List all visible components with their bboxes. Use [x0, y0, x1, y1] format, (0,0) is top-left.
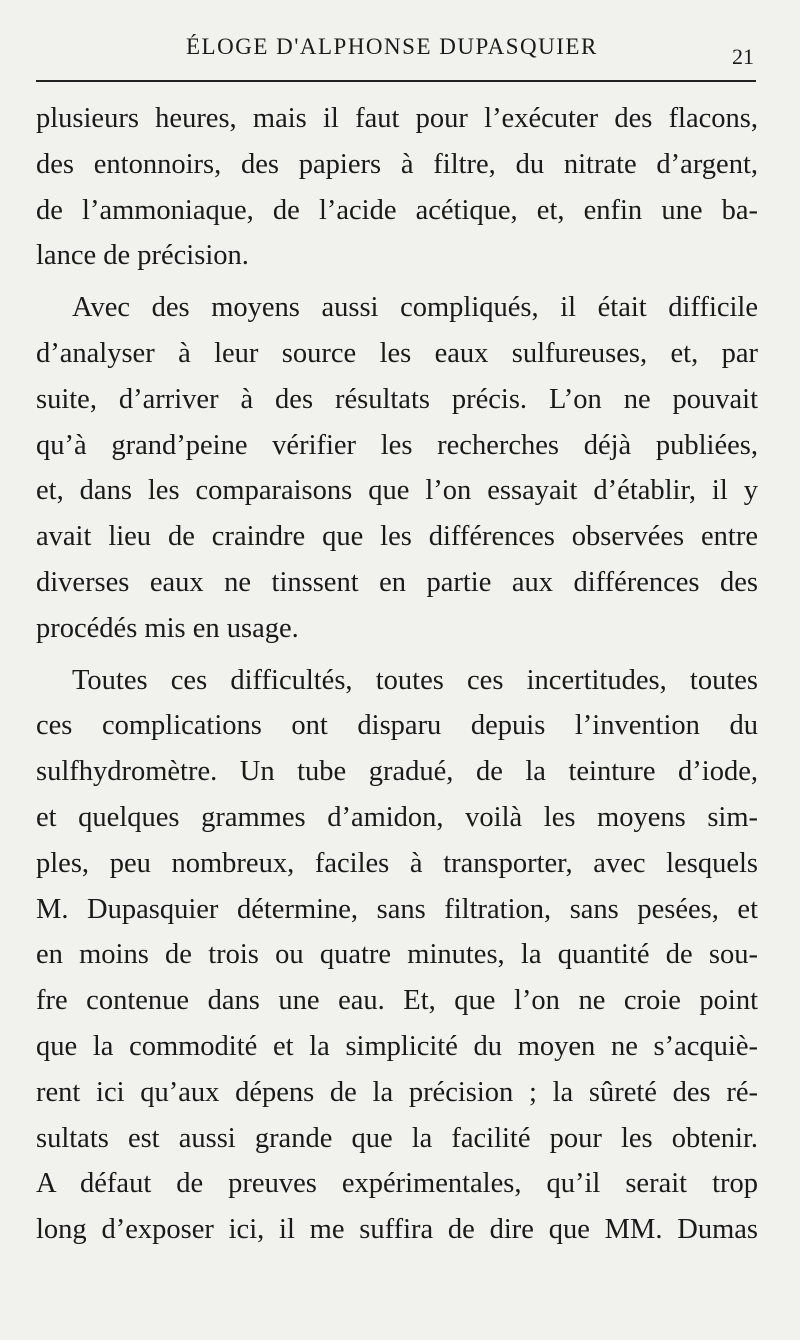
- text-line: sulfhydromètre. Un tube gradué, de la teinture d’iode,: [36, 756, 758, 788]
- text-line: Avec des moyens aussi compliqués, il était difficile: [72, 292, 758, 324]
- text-line: d’analyser à leur source les eaux sulfureuses, et, par: [36, 337, 758, 369]
- text-line: long d’exposer ici, il me suffira de dire que MM. Dumas: [36, 1214, 758, 1246]
- text-line: A défaut de preuves expérimentales, qu’il serait trop: [36, 1168, 758, 1200]
- text-line: et, dans les comparaisons que l’on essayait d’établir, il y: [36, 475, 758, 507]
- text-line: ples, peu nombreux, faciles à transporter, avec lesquels: [36, 847, 758, 879]
- text-line: lance de précision.: [36, 240, 249, 272]
- text-line: M. Dupasquier détermine, sans filtration, sans pesées, et: [36, 893, 758, 925]
- text-line: diverses eaux ne tinssent en partie aux différences des: [36, 566, 758, 598]
- page-header: [36, 34, 758, 74]
- text-line: Toutes ces difficultés, toutes ces incertitudes, toutes: [72, 664, 758, 696]
- text-line: plusieurs heures, mais il faut pour l’exécuter des flacons,: [36, 103, 758, 134]
- text-line: avait lieu de craindre que les différences observées entre: [36, 521, 758, 553]
- text-line: des entonnoirs, des papiers à filtre, du nitrate d’argent,: [36, 148, 758, 180]
- text-line: rent ici qu’aux dépens de la précision ; la sûreté des ré-: [36, 1076, 758, 1108]
- paragraph: [36, 285, 758, 651]
- text-line: de l’ammoniaque, de l’acide acétique, et, enfin une ba-: [36, 194, 758, 226]
- text-line: suite, d’arriver à des résultats précis. L’on ne pouvait: [36, 383, 758, 415]
- text-line: fre contenue dans une eau. Et, que l’on ne croie point: [36, 985, 758, 1017]
- text-line: sultats est aussi grande que la facilité pour les obtenir.: [36, 1122, 758, 1154]
- running-title: ÉLOGE D'ALPHONSE DUPASQUIER: [186, 34, 598, 59]
- page-number: 21: [732, 44, 754, 69]
- header-rule: [36, 80, 756, 82]
- text-line: en moins de trois ou quatre minutes, la quantité de sou-: [36, 939, 758, 971]
- text-line: que la commodité et la simplicité du moyen ne s’acquiè-: [36, 1030, 758, 1062]
- paragraph: [36, 96, 758, 279]
- paragraph: [36, 658, 758, 1253]
- text-line: ces complications ont disparu depuis l’invention du: [36, 710, 758, 742]
- text-line: procédés mis en usage.: [36, 612, 299, 644]
- body-text: [36, 96, 758, 1253]
- text-line: qu’à grand’peine vérifier les recherches déjà publiées,: [36, 429, 758, 461]
- text-line: et quelques grammes d’amidon, voilà les moyens sim-: [36, 801, 758, 833]
